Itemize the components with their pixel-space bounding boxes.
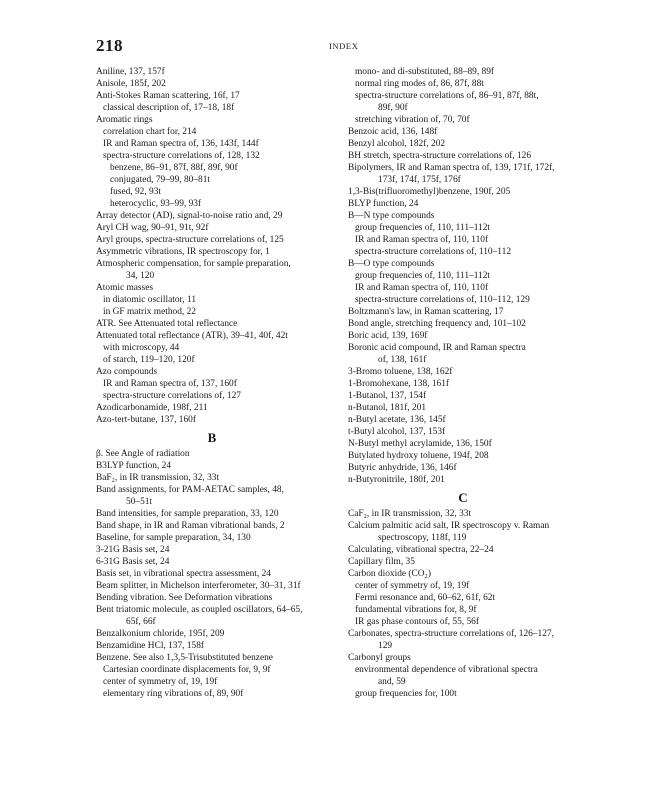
- index-subentry: group frequencies of, 110, 111–112t: [355, 271, 491, 281]
- index-subentry: fundamental vibrations for, 8, 9f: [355, 605, 477, 615]
- index-entry: n-Butyl acetate, 136, 145f: [348, 415, 446, 425]
- index-entry-continuation: of, 138, 161f: [378, 355, 427, 365]
- index-entry: Butyric anhydride, 136, 146f: [348, 463, 457, 473]
- index-entry: Boric acid, 139, 169f: [348, 331, 428, 341]
- index-entry: Bond angle, stretching frequency and, 101–102: [348, 319, 526, 329]
- index-entry: Bending vibration. See Deformation vibrations: [96, 593, 273, 603]
- index-subentry: heterocyclic, 93–99, 93f: [110, 199, 202, 209]
- index-entry: Butylated hydroxy toluene, 194f, 208: [348, 451, 489, 461]
- index-subentry: spectra-structure correlations of, 128, 132: [103, 151, 260, 161]
- index-entry: Attenuated total reflectance (ATR), 39–41, 40f, 42t: [96, 331, 288, 341]
- index-entry-continuation: spectroscopy, 118f, 119: [378, 533, 467, 543]
- index-entry-continuation: 173f, 174f, 175f, 176f: [378, 175, 461, 185]
- index-subentry: Cartesian coordinate displacements for, 9, 9f: [103, 665, 271, 675]
- index-entry-continuation: 50–51t: [126, 497, 153, 507]
- index-entry: 3-21G Basis set, 24: [96, 545, 170, 555]
- index-subentry: Fermi resonance and, 60–62, 61f, 62t: [355, 593, 496, 603]
- index-entry: β. See Angle of radiation: [96, 449, 190, 459]
- index-entry: Band assignments, for PAM-AETAC samples, 48,: [96, 485, 284, 495]
- index-subentry: of starch, 119–120, 120f: [103, 355, 195, 365]
- index-entry: Azodicarbonamide, 198f, 211: [96, 403, 208, 413]
- index-entry: Benzyl alcohol, 182f, 202: [348, 139, 446, 149]
- index-entry: Aromatic rings: [96, 115, 153, 125]
- index-entry: Capillary film, 35: [348, 557, 415, 567]
- index-subentry: spectra-structure correlations of, 110–112: [355, 247, 512, 257]
- index-entry-continuation: 34, 120: [126, 271, 155, 281]
- index-entry: t-Butyl alcohol, 137, 153f: [348, 427, 446, 437]
- index-subentry: correlation chart for, 214: [103, 127, 197, 137]
- index-entry: Anti-Stokes Raman scattering, 16f, 17: [96, 91, 240, 101]
- index-entry: Boltzmann's law, in Raman scattering, 17: [348, 307, 504, 317]
- index-entry-continuation: 65f, 66f: [126, 617, 156, 627]
- index-entry: Aryl CH wag, 90–91, 91t, 92f: [96, 223, 209, 233]
- index-subentry: elementary ring vibrations of, 89, 90f: [103, 689, 244, 699]
- index-entry: n-Butyronitrile, 180f, 201: [348, 475, 445, 485]
- index-subentry: with microscopy, 44: [103, 343, 180, 353]
- index-subentry: IR and Raman spectra of, 110, 110f: [355, 283, 489, 293]
- index-subentry: IR and Raman spectra of, 137, 160f: [103, 379, 237, 389]
- index-entry: Aniline, 137, 157f: [96, 67, 165, 77]
- index-entry: Band intensities, for sample preparation, 33, 120: [96, 509, 279, 519]
- index-entry: Bipolymers, IR and Raman spectra of, 139, 171f, 172f,: [348, 163, 555, 173]
- index-entry: Carbonates, spectra-structure correlations of, 126–127,: [348, 629, 554, 639]
- section-letter-heading: B: [207, 430, 217, 445]
- index-entry: Array detector (AD), signal-to-noise ratio and, 29: [96, 211, 283, 221]
- index-entry: Benzalkonium chloride, 195f, 209: [96, 629, 225, 639]
- index-entry-continuation: and, 59: [378, 677, 406, 687]
- page-header: [96, 36, 558, 56]
- index-entry: Band shape, in IR and Raman vibrational bands, 2: [96, 521, 285, 531]
- index-entry: Beam splitter, in Michelson interferometer, 30–31, 31f: [96, 581, 301, 591]
- index-entry-continuation: 129: [378, 641, 393, 651]
- index-entry: Baseline, for sample preparation, 34, 130: [96, 533, 251, 543]
- index-entry: Calculating, vibrational spectra, 22–24: [348, 545, 494, 555]
- index-entry: Atomic masses: [96, 283, 154, 293]
- index-entry: Carbonyl groups: [348, 653, 411, 663]
- index-subentry: IR gas phase contours of, 55, 56f: [355, 617, 479, 627]
- index-subentry: spectra-structure correlations of, 110–112, 129: [355, 295, 530, 305]
- index-subentry: in GF matrix method, 22: [103, 307, 196, 317]
- index-entry: Benzene. See also 1,3,5-Trisubstituted benzene: [96, 653, 273, 663]
- index-entry: Asymmetric vibrations, IR spectroscopy for, 1: [96, 247, 270, 257]
- index-entry: Carbon dioxide (CO₂): [348, 569, 431, 579]
- index-subentry: benzene, 86–91, 87f, 88f, 89f, 90f: [110, 163, 238, 173]
- index-entry: 6-31G Basis set, 24: [96, 557, 170, 567]
- index-entry: 1,3-Bis(trifluoromethyl)benzene, 190f, 205: [348, 187, 511, 197]
- index-subentry: center of symmetry of, 19, 19f: [355, 581, 470, 591]
- index-subentry: normal ring modes of, 86, 87f, 88t: [355, 79, 484, 89]
- index-entry: Azo-tert-butane, 137, 160f: [96, 415, 196, 425]
- index-subentry: classical description of, 17–18, 18f: [103, 103, 235, 113]
- index-subentry: spectra-structure correlations of, 127: [103, 391, 241, 401]
- index-entry: Benzamidine HCl, 137, 158f: [96, 641, 205, 651]
- index-column-left: [96, 66, 328, 700]
- page-number: 218: [96, 36, 123, 55]
- index-entry: Atmospheric compensation, for sample preparation,: [96, 259, 291, 269]
- index-entry: Basis set, in vibrational spectra assessment, 24: [96, 569, 271, 579]
- index-subentry: center of symmetry of, 19, 19f: [103, 677, 218, 687]
- index-entry: N-Butyl methyl acrylamide, 136, 150f: [348, 439, 492, 449]
- index-subentry: in diatomic oscillator, 11: [103, 295, 197, 305]
- index-entry: BaF₂, in IR transmission, 32, 33t: [96, 473, 220, 483]
- index-entry: Benzoic acid, 136, 148f: [348, 127, 438, 137]
- index-entry: n-Butanol, 181f, 201: [348, 403, 427, 413]
- index-subentry: group frequencies of, 110, 111–112t: [355, 223, 491, 233]
- index-subentry: group frequencies for, 100t: [355, 689, 457, 699]
- index-entry: CaF₂, in IR transmission, 32, 33t: [348, 509, 472, 519]
- index-entry-continuation: 89f, 90f: [378, 103, 408, 113]
- index-subentry: stretching vibration of, 70, 70f: [355, 115, 470, 125]
- index-entry: Azo compounds: [96, 367, 158, 377]
- index-entry: B—O type compounds: [348, 259, 435, 269]
- index-subentry: IR and Raman spectra of, 136, 143f, 144f: [103, 139, 259, 149]
- index-entry: 1-Bromohexane, 138, 161f: [348, 379, 450, 389]
- index-subentry: spectra-structure correlations of, 86–91, 87f, 88t,: [355, 91, 539, 101]
- section-letter-heading: C: [458, 490, 468, 505]
- index-entry: 1-Butanol, 137, 154f: [348, 391, 427, 401]
- index-subentry: mono- and di-substituted, 88–89, 89f: [355, 67, 495, 77]
- index-entry: B—N type compounds: [348, 211, 435, 221]
- index-entry: 3-Bromo toluene, 138, 162f: [348, 367, 453, 377]
- index-entry: B3LYP function, 24: [96, 461, 172, 471]
- index-entry: BLYP function, 24: [348, 199, 419, 209]
- index-entry: Bent triatomic molecule, as coupled oscillators, 64–65,: [96, 605, 303, 615]
- index-entry: BH stretch, spectra-structure correlations of, 126: [348, 151, 532, 161]
- index-subentry: conjugated, 79–99, 80–81t: [110, 175, 210, 185]
- index-entry: Aryl groups, spectra-structure correlations of, 125: [96, 235, 284, 245]
- index-subentry: fused, 92, 93t: [110, 187, 162, 197]
- index-entry: Calcium palmitic acid salt, IR spectroscopy v. Raman: [348, 521, 550, 531]
- index-entry: ATR. See Attenuated total reflectance: [96, 319, 238, 329]
- index-column-right: [348, 66, 578, 700]
- index-subentry: environmental dependence of vibrational spectra: [355, 665, 538, 675]
- index-subentry: IR and Raman spectra of, 110, 110f: [355, 235, 489, 245]
- index-entry: Anisole, 185f, 202: [96, 79, 166, 89]
- running-head: INDEX: [329, 41, 359, 51]
- index-entry: Boronic acid compound, IR and Raman spectra: [348, 343, 526, 353]
